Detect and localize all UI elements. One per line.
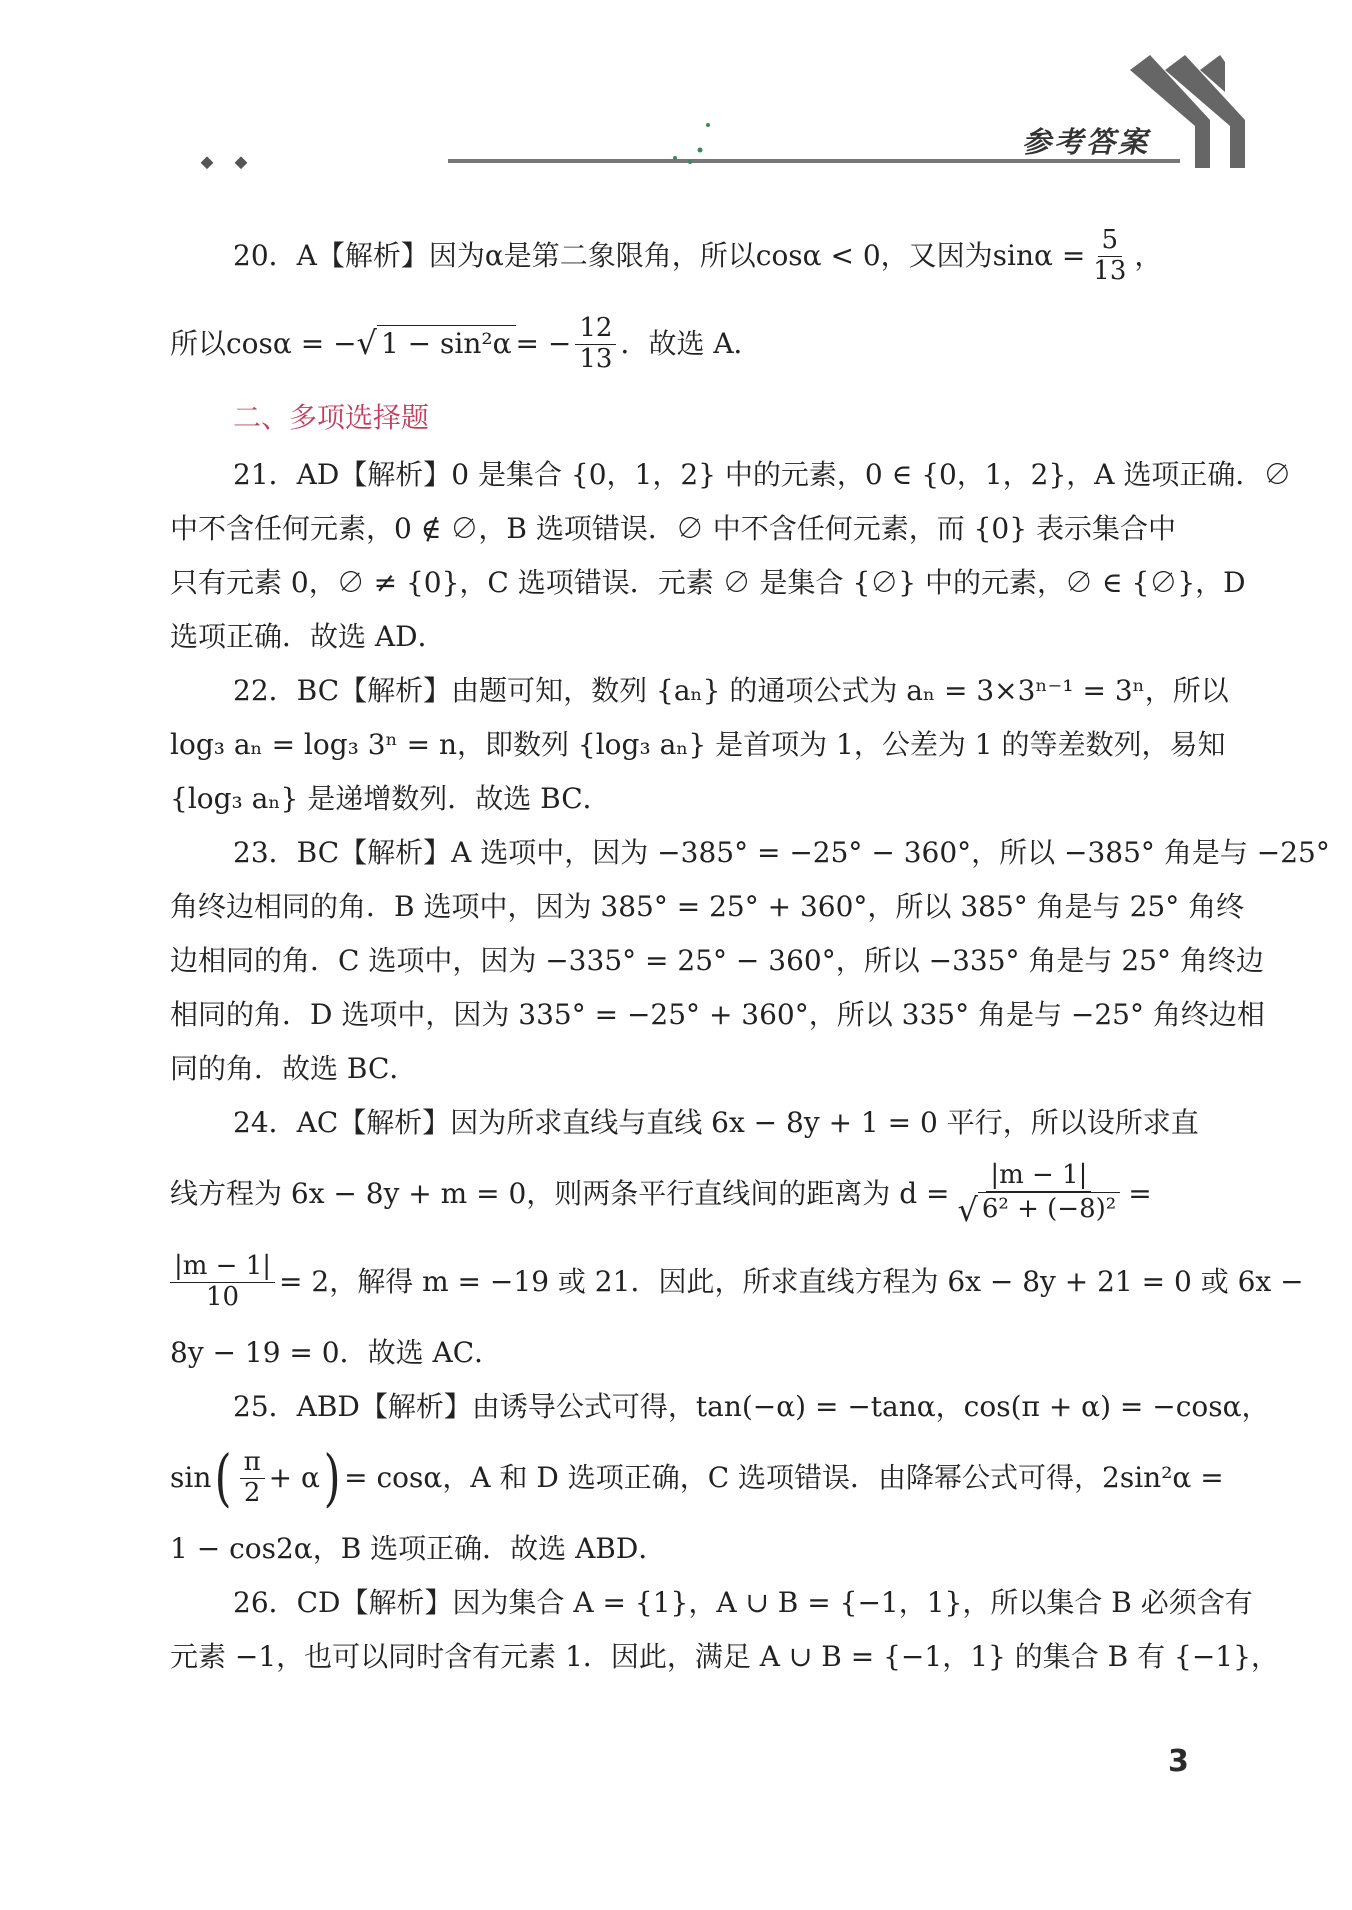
radical-sign-icon: √ xyxy=(957,1191,978,1229)
question-25-line-1: 25．ABD【解析】由诱导公式可得，tan(−α) = −tanα，cos(π + α) = −cosα， xyxy=(233,1390,1270,1423)
fraction xyxy=(1089,226,1130,287)
left-paren-icon: ( xyxy=(214,1441,232,1514)
fraction-denominator: 2 xyxy=(243,1477,261,1508)
question-24-line-4: 8y − 19 = 0．故选 AC． xyxy=(170,1336,503,1369)
text-run: = − xyxy=(515,327,572,360)
text-run: ．故选 A． xyxy=(620,327,762,360)
fraction-denominator: 13 xyxy=(579,343,613,374)
radicand: 6² + (−8)² xyxy=(978,1192,1120,1227)
fraction-numerator: 12 xyxy=(575,314,616,345)
header-decoration xyxy=(0,0,1352,190)
radical-sign-icon: √ xyxy=(356,324,377,363)
fraction-numerator: |m − 1| xyxy=(170,1252,275,1283)
text-run: 线方程为 6x − 8y + m = 0，则两条平行直线间的距离为 d = xyxy=(170,1177,950,1210)
text-run: + α xyxy=(268,1461,320,1494)
question-24-line-3 xyxy=(170,1238,1304,1326)
question-21-line: 选项正确．故选 AD． xyxy=(170,620,446,653)
fraction xyxy=(170,1252,275,1313)
right-paren-icon: ) xyxy=(323,1441,341,1514)
question-26-line: 元素 −1，也可以同时含有元素 1．因此，满足 A ∪ B = {−1，1} 的集合 B 有 {−1}， xyxy=(170,1640,1279,1673)
question-23-line: 同的角．故选 BC． xyxy=(170,1052,418,1085)
section-heading: 二、多项选择题 xyxy=(233,401,430,434)
fraction-numerator: |m − 1| xyxy=(986,1161,1091,1192)
text-run: ， xyxy=(1134,239,1163,272)
question-22-line: 22．BC【解析】由题可知，数列 {aₙ} 的通项公式为 aₙ = 3×3ⁿ⁻¹ = 3ⁿ，所以 xyxy=(233,674,1229,707)
question-21-line: 中不含任何元素，0 ∉ ∅，B 选项错误．∅ 中不含任何元素，而 {0} 表示集合中 xyxy=(170,512,1176,545)
fraction-numerator: π xyxy=(240,1448,265,1479)
question-20-line-1 xyxy=(170,212,1230,300)
question-25-line-3: 1 − cos2α，B 选项正确．故选 ABD． xyxy=(170,1532,667,1565)
question-26-line: 26．CD【解析】因为集合 A = {1}，A ∪ B = {−1，1}，所以集合 B 必须含有 xyxy=(233,1586,1253,1619)
fraction xyxy=(240,1448,265,1509)
document-body xyxy=(170,212,1330,1684)
question-23-line: 边相同的角．C 选项中，因为 −335° = 25° − 360°，所以 −335° 角是与 25° 角终边 xyxy=(170,944,1264,977)
question-23-line: 23．BC【解析】A 选项中，因为 −385° = −25° − 360°，所以 −385° 角是与 −25° xyxy=(233,836,1330,869)
question-21-line: 只有元素 0，∅ ≠ {0}，C 选项错误．元素 ∅ 是集合 {∅} 中的元素，∅ ∈ {∅}，D xyxy=(170,566,1246,599)
text-run: sin xyxy=(170,1461,212,1494)
square-root xyxy=(357,325,516,362)
question-23-line: 角终边相同的角．B 选项中，因为 385° = 25° + 360°，所以 385° 角是与 25° 角终 xyxy=(170,890,1245,923)
question-22-line: log₃ aₙ = log₃ 3ⁿ = n，即数列 {log₃ aₙ} 是首项为 1，公差为 1 的等差数列，易知 xyxy=(170,728,1226,761)
fraction-denominator: 13 xyxy=(1093,255,1127,286)
question-20-line-2 xyxy=(170,300,1230,388)
text-run: = xyxy=(1128,1177,1152,1210)
parenthesized-expression xyxy=(211,1441,344,1514)
square-root xyxy=(957,1192,1120,1227)
text-run: = cosα，A 和 D 选项正确，C 选项错误．由降幂公式可得，2sin²α = xyxy=(344,1461,1224,1494)
question-21-line: 21．AD【解析】0 是集合 {0，1，2} 中的元素，0 ∈ {0，1，2}，A 选项正确．∅ xyxy=(233,458,1292,491)
radicand: 1 − sin²α xyxy=(377,325,516,362)
question-23-line: 相同的角．D 选项中，因为 335° = −25° + 360°，所以 335° 角是与 −25° 角终边相 xyxy=(170,998,1265,1031)
text-run: 所以cosα = − xyxy=(170,327,357,360)
diamond-icon xyxy=(201,156,248,169)
fraction-numerator: 5 xyxy=(1098,226,1123,257)
header-title: 参考答案 xyxy=(1022,125,1151,159)
fraction xyxy=(953,1161,1124,1227)
page-number: 3 xyxy=(1168,1744,1189,1779)
fraction xyxy=(575,314,616,375)
question-24-line-1: 24．AC【解析】因为所求直线与直线 6x − 8y + 1 = 0 平行，所以设所求直 xyxy=(233,1106,1199,1139)
fraction-denominator: 10 xyxy=(205,1281,240,1312)
text-run: = 2，解得 m = −19 或 21．因此，所求直线方程为 6x − 8y + 21 = 0 或 6x − xyxy=(279,1265,1304,1298)
question-22-line: {log₃ aₙ} 是递增数列．故选 BC． xyxy=(170,782,611,815)
question-25-line-2 xyxy=(170,1434,1230,1522)
text-run: 20．A【解析】因为α是第二象限角，所以cosα < 0，又因为sinα = xyxy=(233,239,1086,272)
fraction-denominator xyxy=(953,1192,1124,1227)
question-24-line-2 xyxy=(170,1150,1230,1238)
